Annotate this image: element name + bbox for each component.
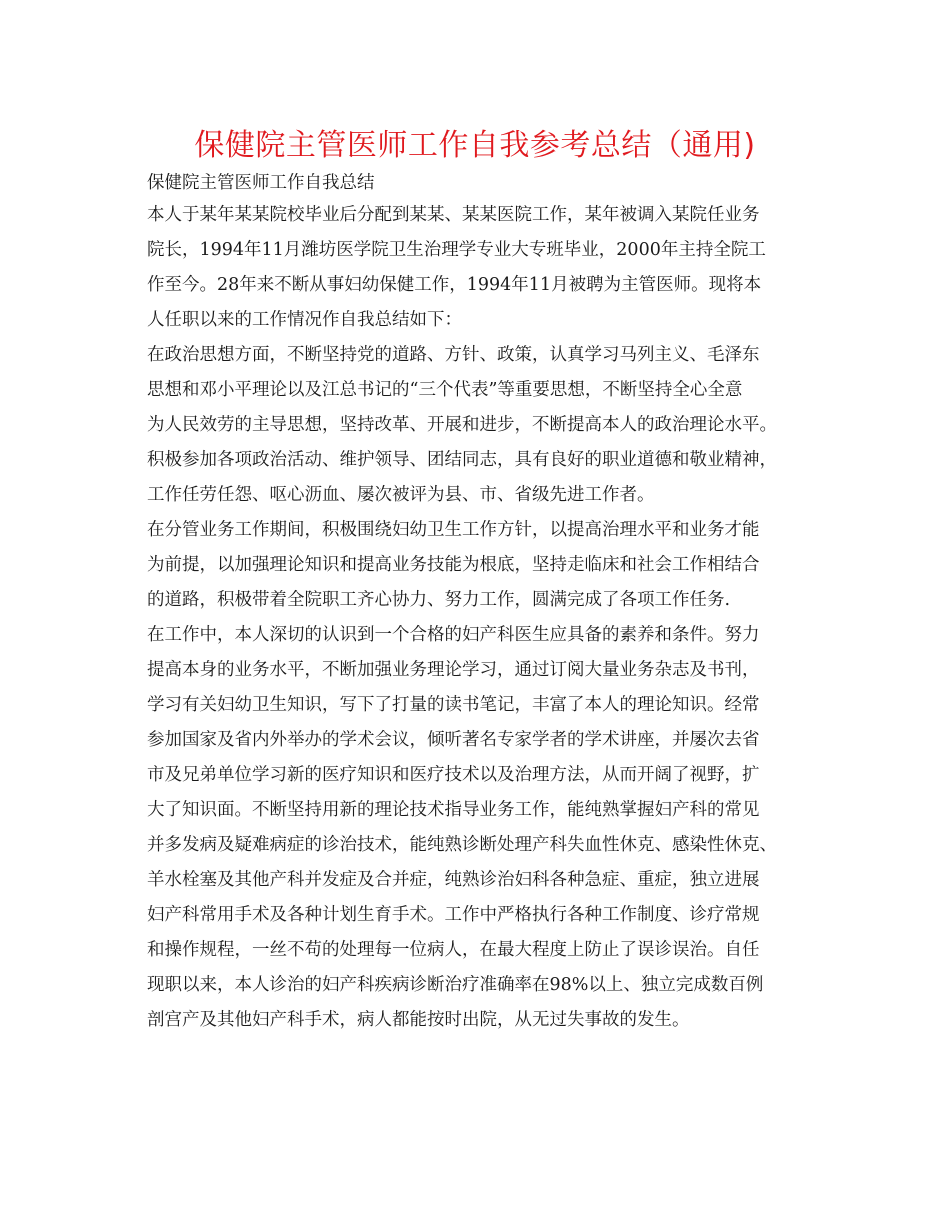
body-line: 妇产科常用手术及各种计划生育手术。工作中严格执行各种工作制度、诊疗常规	[147, 905, 760, 925]
body-line: 人任职以来的工作情况作自我总结如下：	[147, 310, 462, 330]
body-line: 本人于某年某某院校毕业后分配到某某、某某医院工作，某年被调入某院任业务	[147, 205, 760, 225]
body-line: 积极参加各项政治活动、维护领导、团结同志，具有良好的职业道德和敬业精神，	[147, 450, 777, 470]
body-line: 并多发病及疑难病症的诊治技术，能纯熟诊断处理产科失血性休克、感染性休克、	[147, 835, 777, 855]
body-line: 在分管业务工作期间，积极围绕妇幼卫生工作方针，以提高治理水平和业务才能	[147, 520, 760, 540]
body-line: 大了知识面。不断坚持用新的理论技术指导业务工作，能纯熟掌握妇产科的常见	[147, 800, 760, 820]
document-title: 保健院主管医师工作自我参考总结（通用)	[194, 128, 756, 163]
body-line: 和操作规程，一丝不苟的处理每一位病人，在最大程度上防止了误诊误治。自任	[147, 940, 760, 960]
body-line: 提高本身的业务水平，不断加强业务理论学习，通过订阅大量业务杂志及书刊，	[147, 660, 760, 680]
body-line: 的道路，积极带着全院职工齐心协力、努力工作，圆满完成了各项工作任务.	[147, 590, 731, 610]
body-line: 为前提，以加强理论知识和提高业务技能为根底，坚持走临床和社会工作相结合	[147, 555, 760, 575]
document-subtitle: 保健院主管医师工作自我总结	[147, 173, 375, 193]
body-line: 工作任劳任怨、呕心沥血、屡次被评为县、市、省级先进工作者。	[147, 485, 655, 505]
body-line: 剖宫产及其他妇产科手术，病人都能按时出院，从无过失事故的发生。	[147, 1010, 690, 1030]
body-line: 现职以来，本人诊治的妇产科疾病诊断治疗准确率在98%以上、独立完成数百例	[147, 975, 764, 995]
body-line: 作至今。28年来不断从事妇幼保健工作，1994年11月被聘为主管医师。现将本	[147, 275, 762, 295]
body-line: 学习有关妇幼卫生知识，写下了打量的读书笔记，丰富了本人的理论知识。经常	[147, 695, 760, 715]
body-line: 思想和邓小平理论以及江总书记的“三个代表”等重要思想，不断坚持全心全意	[147, 380, 743, 400]
body-line: 羊水栓塞及其他产科并发症及合并症，纯熟诊治妇科各种急症、重症，独立进展	[147, 870, 760, 890]
body-line: 在工作中，本人深切的认识到一个合格的妇产科医生应具备的素养和条件。努力	[147, 625, 760, 645]
body-line: 在政治思想方面，不断坚持党的道路、方针、政策，认真学习马列主义、毛泽东	[147, 345, 760, 365]
body-line: 院长，1994年11月潍坊医学院卫生治理学专业大专班毕业，2000年主持全院工	[147, 240, 766, 260]
body-line: 参加国家及省内外举办的学术会议，倾听著名专家学者的学术讲座，并屡次去省	[147, 730, 760, 750]
body-line: 市及兄弟单位学习新的医疗知识和医疗技术以及治理方法，从而开阔了视野，扩	[147, 765, 760, 785]
body-line: 为人民效劳的主导思想，坚持改革、开展和进步，不断提高本人的政治理论水平。	[147, 415, 777, 435]
